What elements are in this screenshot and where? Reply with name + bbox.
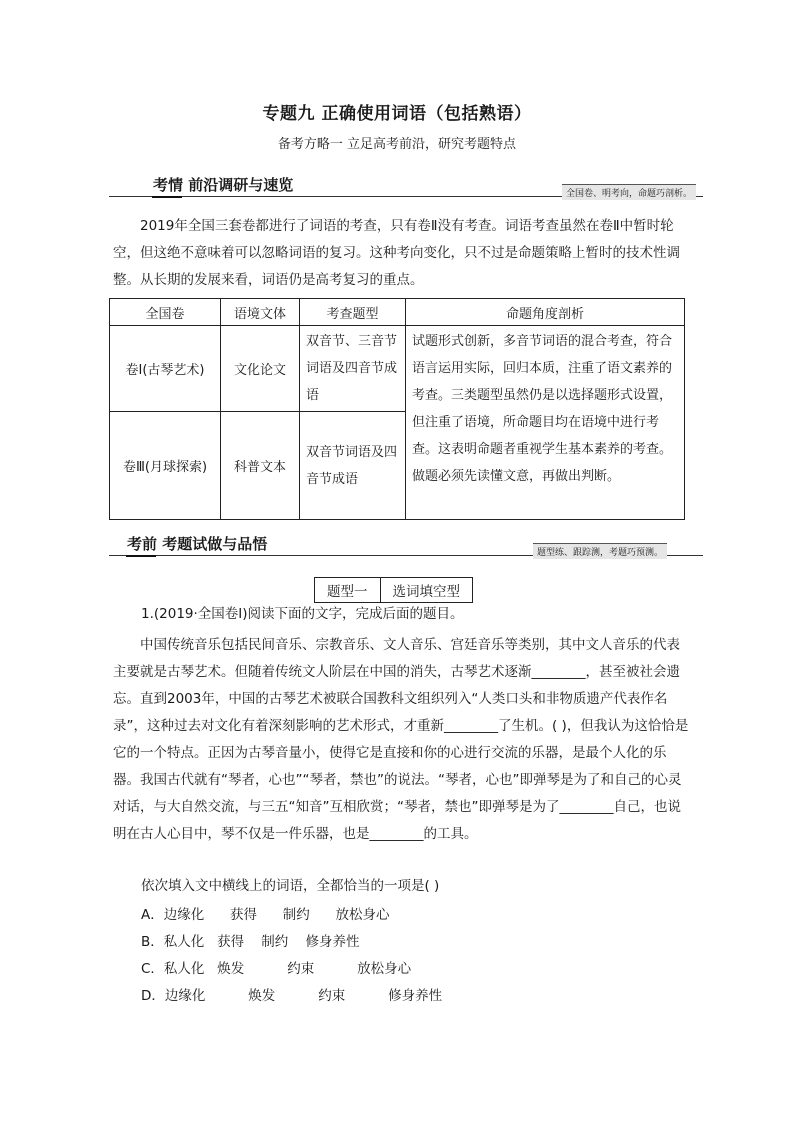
table-cell-paper: 卷Ⅰ(古琴艺术): [110, 326, 221, 412]
section-accent-bar: [152, 196, 182, 198]
table-cell-type: 双音节、三音节词语及四音节成语: [300, 326, 406, 412]
section-header-trends: [153, 174, 293, 197]
table-header-cell: 语境文体: [221, 299, 300, 326]
table-cell-genre: 文化论文: [221, 326, 300, 412]
question-head: 1.(2019·全国卷Ⅰ)阅读下面的文字，完成后面的题目。: [141, 606, 464, 622]
section-label-b: 前沿调研与速览: [183, 176, 294, 194]
section-header-practice: [127, 533, 267, 556]
table-cell-genre: 科普文本: [221, 412, 300, 520]
option-b[interactable]: B．私人化 获得 制约 修身养性: [141, 934, 360, 950]
section-label-a: 考情: [153, 176, 184, 194]
question-type-box: [314, 577, 473, 603]
question-type-name: 选词填空型: [380, 578, 473, 602]
section-tag: 全国卷、明考向，命题巧剖析。: [562, 184, 696, 200]
table-header-cell: 全国卷: [110, 299, 221, 326]
table-cell-analysis: 试题形式创新，多音节词语的混合考查，符合语言运用实际，回归本质，注重了语文素养的考查。三类题型虽然仍是以选择题形式设置，但注重了语境，所命题目均在语境中进行考查。这表明命题者重视学生基本素养的考查。做题必须先读懂文意，再做出判断。: [406, 326, 685, 520]
section-label-b: 考题试做与品悟: [157, 535, 268, 553]
option-a[interactable]: A．边缘化 获得 制约 放松身心: [141, 907, 390, 923]
table-header-cell: 命题角度剖析: [406, 299, 685, 326]
page-subtitle: 备考方略一 立足高考前沿，研究考题特点: [277, 137, 517, 152]
option-c[interactable]: C．私人化 焕发 约束 放松身心: [141, 961, 412, 977]
table-cell-type: 双音节词语及四音节成语: [300, 412, 406, 520]
table-header-cell: 考查题型: [300, 299, 406, 326]
section-accent-bar: [126, 555, 156, 557]
question-passage: 中国传统音乐包括民间音乐、宗教音乐、文人音乐、宫廷音乐等类别，其中文人音乐的代表主要就是古琴艺术。但随着传统文人阶层在中国的消失，古琴艺术逐渐________，甚至被社会遗忘。直到2003年，中国的古琴艺术被联合国教科文组织列入“人类口头和非物质遗产代表作名录”，这种过去对文化有着深刻影响的艺术形式，才重新________了生机。( )，但我认为这恰恰是它的一个特点。正因为古琴音量小，使得它是直接和你的心进行交流的乐器，是最个人化的乐器。我国古代就有“琴者，心也”“琴者，禁也”的说法。“琴者，心也”即弹琴是为了和自己的心灵对话，与大自然交流，与三五“知音”互相欣赏；“琴者，禁也”即弹琴是为了________自己，也说明在古人心目中，琴不仅是一件乐器，也是________的工具。: [113, 637, 689, 842]
page-title: 专题九 正确使用词语（包括熟语）: [262, 104, 532, 124]
section-tag: 题型练、跟踪测，考题巧预测。: [533, 543, 667, 559]
table-row: [110, 326, 685, 412]
section-label-a: 考前: [127, 535, 158, 553]
question-stem: 依次填入文中横线上的词语，全都恰当的一项是( ): [141, 878, 440, 894]
table-cell-paper: 卷Ⅲ(月球探索): [110, 412, 221, 520]
analysis-table: [109, 298, 685, 520]
option-d[interactable]: D．边缘化 焕发 约束 修身养性: [141, 988, 443, 1004]
intro-paragraph: 2019年全国三套卷都进行了词语的考查，只有卷Ⅱ没有考查。词语考查虽然在卷Ⅱ中暂时轮空，但这绝不意味着可以忽略词语的复习。这种考向变化，只不过是命题策略上暂时的技术性调整。从长期的发展来看，词语仍是高考复习的重点。: [113, 218, 680, 288]
table-header-row: [110, 299, 685, 326]
question-type-number: 题型一: [327, 584, 368, 600]
